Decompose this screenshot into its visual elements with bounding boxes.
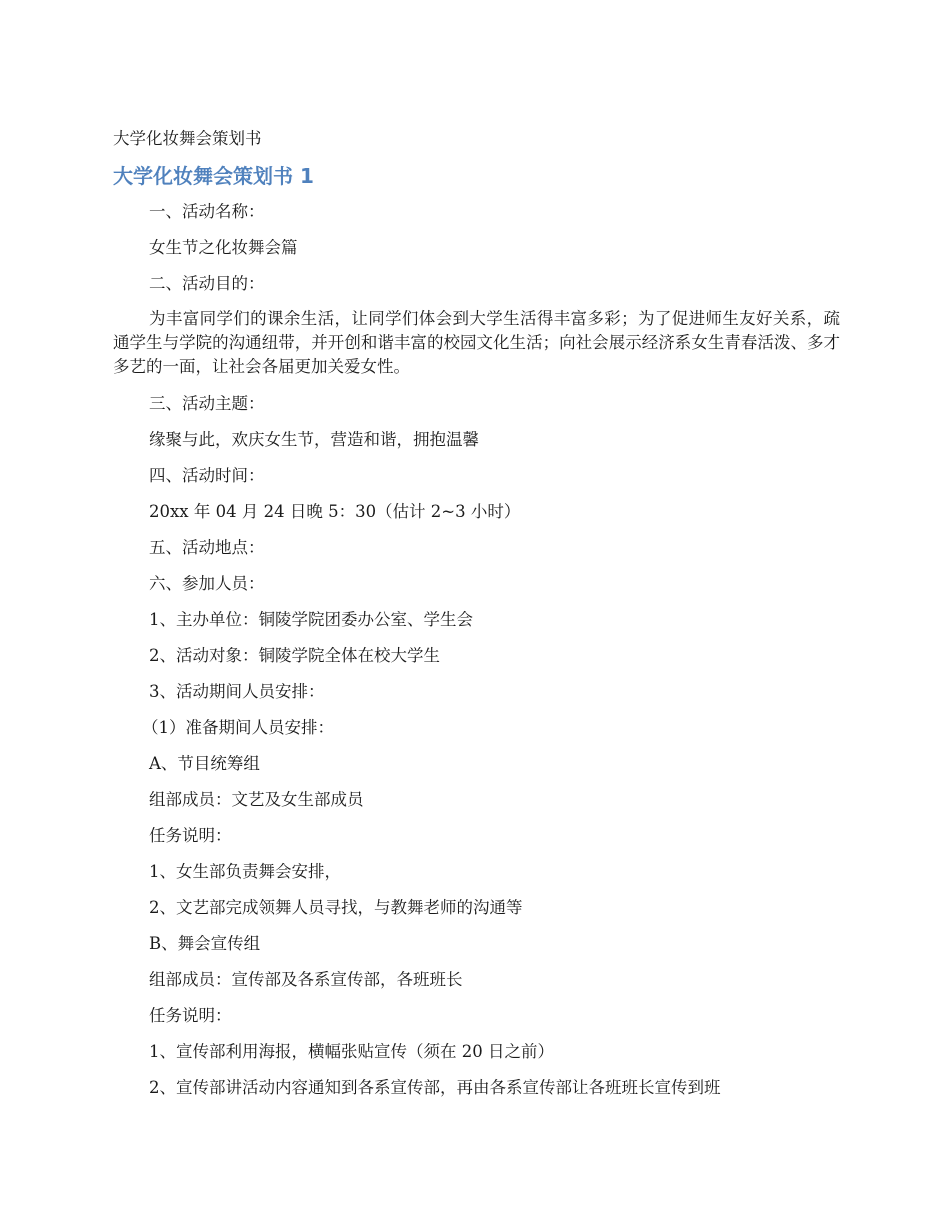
paragraph-purpose-label: 二、活动目的：	[149, 274, 265, 293]
paragraph-group-b-task-label: 任务说明：	[149, 1006, 232, 1025]
document-title: 大学化妆舞会策划书	[113, 129, 262, 148]
paragraph-theme-text: 缘聚与此，欢庆女生节，营造和谐，拥抱温馨	[149, 430, 479, 449]
paragraph-group-b-task-2: 2、宣传部讲活动内容通知到各系宣传部，再由各系宣传部让各班班长宣传到班	[149, 1078, 721, 1097]
paragraph-audience: 2、活动对象：铜陵学院全体在校大学生	[149, 646, 440, 665]
paragraph-activity-name-label: 一、活动名称：	[149, 202, 265, 221]
paragraph-purpose-text: 为丰富同学们的课余生活，让同学们体会到大学生活得丰富多彩；为了促进师生友好关系，疏通学生与学院的沟通纽带，并开创和谐丰富的校园文化生活；向社会展示经济系女生青春活泼、多才多艺的一面，让社会各届更加关爱女性。	[113, 309, 840, 376]
document-body	[113, 126, 840, 1106]
paragraph-group-a: A、节目统筹组	[149, 754, 260, 773]
paragraph-group-a-task-1: 1、女生部负责舞会安排，	[149, 862, 341, 881]
paragraph-time-label: 四、活动时间：	[149, 466, 265, 485]
paragraph-location-label: 五、活动地点：	[149, 538, 265, 557]
paragraph-group-a-members: 组部成员：文艺及女生部成员	[149, 790, 364, 809]
section-heading: 大学化妆舞会策划书 1	[113, 164, 314, 188]
paragraph-activity-name: 女生节之化妆舞会篇	[149, 238, 298, 257]
paragraph-group-b-members: 组部成员：宣传部及各系宣传部，各班班长	[149, 970, 463, 989]
paragraph-prep-staffing: （1）准备期间人员安排：	[142, 718, 334, 737]
paragraph-group-b: B、舞会宣传组	[149, 934, 261, 953]
paragraph-group-a-task-2: 2、文艺部完成领舞人员寻找，与教舞老师的沟通等	[149, 898, 523, 917]
paragraph-time-text: 20xx 年 04 月 24 日晚 5：30（估计 2~3 小时）	[149, 502, 521, 521]
paragraph-theme-label: 三、活动主题：	[149, 394, 265, 413]
paragraph-organizer: 1、主办单位：铜陵学院团委办公室、学生会	[149, 610, 473, 629]
paragraph-staffing-label: 3、活动期间人员安排：	[149, 682, 325, 701]
paragraph-group-b-task-1: 1、宣传部利用海报，横幅张贴宣传（须在 20 日之前）	[149, 1042, 554, 1061]
paragraph-participants-label: 六、参加人员：	[149, 574, 265, 593]
paragraph-group-a-task-label: 任务说明：	[149, 826, 232, 845]
